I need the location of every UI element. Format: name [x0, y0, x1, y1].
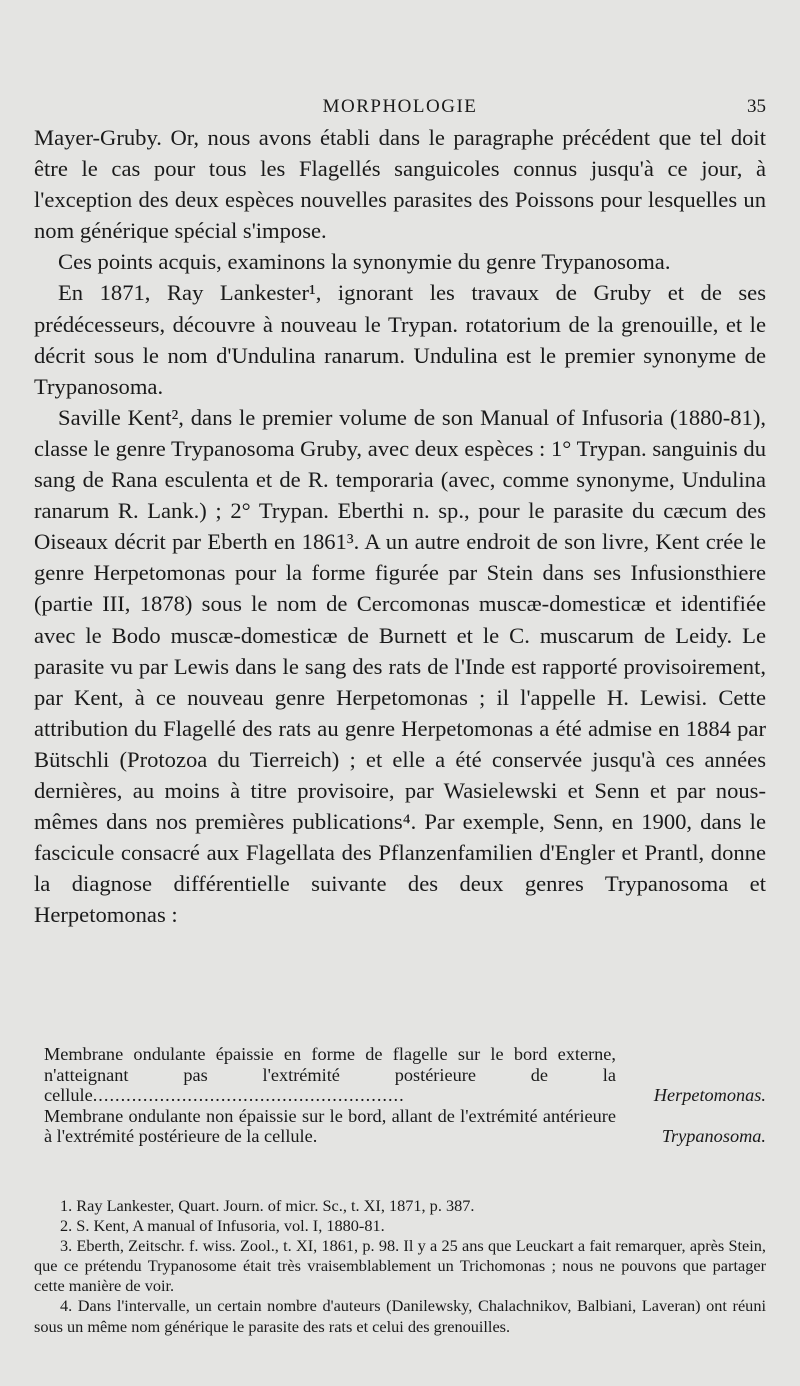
footnote: 1. Ray Lankester, Quart. Journ. of micr. Sc., t. XI, 1871, p. 387.: [60, 1196, 475, 1215]
running-title: MORPHOLOGIE: [322, 96, 478, 117]
diagnosis-table: [44, 1044, 766, 1147]
genus-name: Trypanosoma.: [661, 1126, 766, 1146]
footnote: 4. Dans l'intervalle, un certain nombre d'auteurs (Danilewsky, Chalachnikov, Balbiani, Laveran) ont réuni sous un même nom générique le parasite des rats et celui des grenouilles.: [34, 1296, 766, 1336]
paragraph: Ces points acquis, examinons la synonymie du genre Trypanosoma.: [58, 249, 671, 275]
genus-description: Membrane ondulante non épaissie sur le bord, allant de l'extrémité antérieure à l'extrémité postérieure de la cellule.: [44, 1105, 616, 1146]
paragraph: Saville Kent², dans le premier volume de son Manual of Infusoria (1880-81), classe le genre Trypanosoma Gruby, avec deux espèces : 1° Trypan. sanguinis du sang de Rana esculenta et de R. temporaria (avec, comme synonyme, Undulina ranarum R. Lank.) ; 2° Trypan. Eberthi n. sp., pour le parasite du cæcum des Oiseaux décrit par Eberth en 1861³. A un autre endroit de son livre, Kent crée le genre Herpetomonas pour la forme figurée par Stein dans ses Infusionsthiere (partie III, 1878) sous le nom de Cercomonas muscæ-domesticæ et identifiée avec le Bodo muscæ-domesticæ de Burnett et le C. muscarum de Leidy. Le parasite vu par Lewis dans le sang des rats de l'Inde est rapporté provisoirement, par Kent, à ce nouveau genre Herpetomonas ; il l'appelle H. Lewisi. Cette attribution du Flagellé des rats au genre Herpetomonas a été admise en 1884 par Bütschli (Protozoa du Tierreich) ; et elle a été conservée jusqu'à ces années dernières, au moins à titre provisoire, par Wasielewski et Senn et par nous-mêmes dans nos premières publications⁴. Par exemple, Senn, en 1900, dans le fascicule consacré aux Flagellata des Pflanzenfamilien d'Engler et Prantl, donne la diagnose différentielle suivante des deux genres Trypanosoma et Herpetomonas :: [34, 404, 766, 928]
page-number: 35: [747, 96, 766, 117]
table-row: [44, 1044, 766, 1106]
body-text: [34, 122, 766, 930]
footnotes: [34, 1196, 766, 1337]
page-header: [34, 92, 766, 122]
paragraph: Mayer-Gruby. Or, nous avons établi dans le paragraphe précédent que tel doit être le cas pour tous les Flagellés sanguicoles connus jusqu'à ce jour, à l'exception des deux espèces nouvelles parasites des Poissons pour lesquelles un nom générique spécial s'impose.: [34, 125, 766, 244]
table-row: [44, 1106, 766, 1147]
paragraph: En 1871, Ray Lankester¹, ignorant les travaux de Gruby et de ses prédécesseurs, découvre à nouveau le Trypan. rotatorium de la grenouille, et le décrit sous le nom d'Undulina ranarum. Undulina est le premier synonyme de Trypanosoma.: [34, 280, 766, 399]
genus-name: Herpetomonas.: [653, 1085, 766, 1105]
footnote: 3. Eberth, Zeitschr. f. wiss. Zool., t. XI, 1861, p. 98. Il y a 25 ans que Leuckart a fait remarquer, après Stein, que ce prétendu Trypanosome était très vraisemblablement un Trichomonas ; nous ne pouvons que partager cette manière de voir.: [34, 1236, 766, 1296]
footnote: 2. S. Kent, A manual of Infusoria, vol. I, 1880-81.: [60, 1216, 385, 1236]
genus-description: Membrane ondulante épaissie en forme de flagelle sur le bord externe, n'atteignant pas l'extrémité postérieure de la cellule: [44, 1044, 616, 1105]
leader-dots: ........................................................: [92, 1085, 405, 1105]
